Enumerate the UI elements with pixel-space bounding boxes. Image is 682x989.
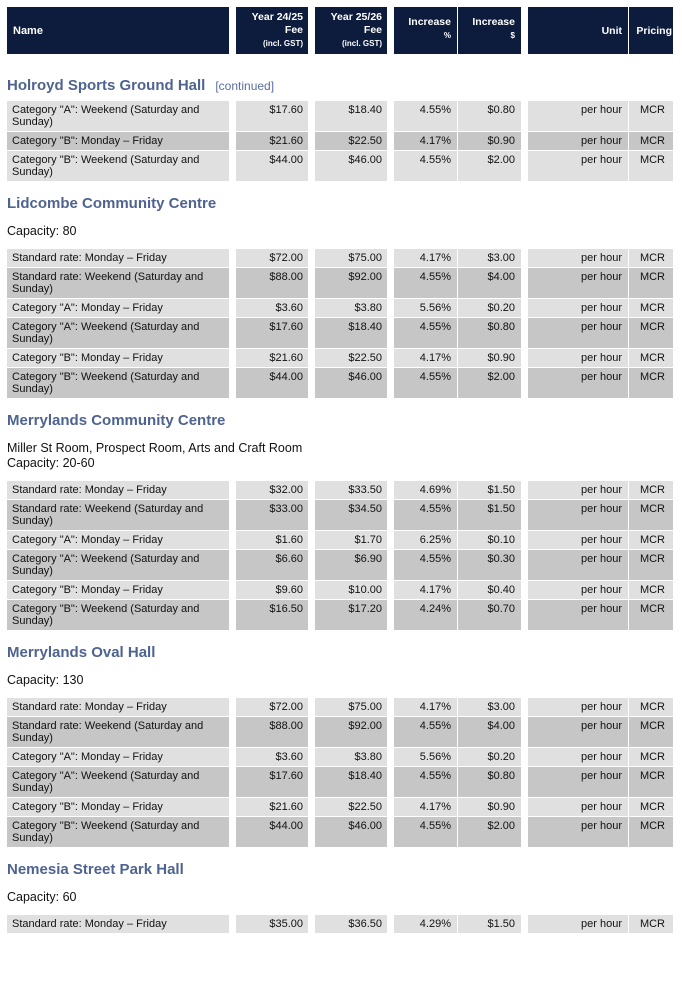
row-unit: per hour	[528, 268, 628, 298]
row-current-fee: $72.00	[236, 249, 308, 267]
row-new-fee: $1.70	[315, 531, 387, 549]
row-increase-percent: 4.17%	[394, 698, 457, 716]
table-row	[7, 767, 677, 797]
row-increase-percent: 4.55%	[394, 500, 457, 530]
row-increase-percent: 4.17%	[394, 249, 457, 267]
row-pricing: MCR	[629, 349, 673, 367]
row-name: Standard rate: Monday – Friday	[7, 915, 229, 933]
row-unit: per hour	[528, 550, 628, 580]
row-name: Standard rate: Monday – Friday	[7, 698, 229, 716]
row-unit: per hour	[528, 481, 628, 499]
row-unit: per hour	[528, 531, 628, 549]
table-row	[7, 550, 677, 580]
row-name: Category "B": Monday – Friday	[7, 349, 229, 367]
row-increase-dollar: $0.40	[458, 581, 521, 599]
row-new-fee: $18.40	[315, 318, 387, 348]
table-row	[7, 748, 677, 766]
sections-container	[7, 76, 677, 933]
row-new-fee: $3.80	[315, 748, 387, 766]
row-pricing: MCR	[629, 915, 673, 933]
row-new-fee: $92.00	[315, 268, 387, 298]
capacity-text: Capacity: 60	[7, 890, 77, 904]
row-current-fee: $21.60	[236, 132, 308, 150]
section-title-text: Lidcombe Community Centre	[7, 195, 217, 212]
capacity-text: Capacity: 130	[7, 673, 84, 687]
row-pricing: MCR	[629, 698, 673, 716]
row-increase-dollar: $0.90	[458, 349, 521, 367]
row-current-fee: $17.60	[236, 101, 308, 131]
row-current-fee: $44.00	[236, 817, 308, 847]
row-current-fee: $44.00	[236, 151, 308, 181]
row-unit: per hour	[528, 132, 628, 150]
row-increase-dollar: $0.90	[458, 132, 521, 150]
table-row	[7, 268, 677, 298]
table-row	[7, 368, 677, 398]
row-current-fee: $33.00	[236, 500, 308, 530]
table-row	[7, 817, 677, 847]
row-increase-percent: 4.24%	[394, 600, 457, 630]
row-increase-dollar: $0.80	[458, 767, 521, 797]
row-increase-dollar: $2.00	[458, 151, 521, 181]
header-unit: Unit	[528, 7, 628, 54]
row-increase-percent: 5.56%	[394, 299, 457, 317]
row-unit: per hour	[528, 581, 628, 599]
row-pricing: MCR	[629, 550, 673, 580]
row-name: Category "A": Weekend (Saturday and Sunday)	[7, 767, 229, 797]
row-name: Category "B": Weekend (Saturday and Sunday)	[7, 151, 229, 181]
continued-label: [continued]	[215, 79, 275, 93]
row-increase-percent: 4.55%	[394, 318, 457, 348]
section-title	[7, 643, 677, 663]
section-title-text: Holroyd Sports Ground Hall	[7, 77, 206, 94]
table-row	[7, 600, 677, 630]
row-increase-dollar: $2.00	[458, 817, 521, 847]
row-current-fee: $21.60	[236, 798, 308, 816]
table-row	[7, 500, 677, 530]
row-current-fee: $9.60	[236, 581, 308, 599]
row-unit: per hour	[528, 817, 628, 847]
row-name: Category "A": Weekend (Saturday and Sunday)	[7, 318, 229, 348]
row-increase-percent: 4.55%	[394, 268, 457, 298]
header-increase-dollar: Increase $	[458, 7, 521, 54]
row-name: Category "A": Monday – Friday	[7, 748, 229, 766]
row-unit: per hour	[528, 249, 628, 267]
row-unit: per hour	[528, 698, 628, 716]
row-name: Category "B": Monday – Friday	[7, 581, 229, 599]
row-new-fee: $46.00	[315, 368, 387, 398]
row-current-fee: $16.50	[236, 600, 308, 630]
row-current-fee: $35.00	[236, 915, 308, 933]
row-new-fee: $75.00	[315, 249, 387, 267]
row-unit: per hour	[528, 767, 628, 797]
table-row	[7, 318, 677, 348]
row-current-fee: $6.60	[236, 550, 308, 580]
row-unit: per hour	[528, 101, 628, 131]
row-pricing: MCR	[629, 531, 673, 549]
row-name: Category "B": Monday – Friday	[7, 132, 229, 150]
row-name: Category "A": Monday – Friday	[7, 299, 229, 317]
row-new-fee: $46.00	[315, 151, 387, 181]
row-name: Category "A": Weekend (Saturday and Sunday)	[7, 101, 229, 131]
row-new-fee: $10.00	[315, 581, 387, 599]
row-new-fee: $22.50	[315, 132, 387, 150]
header-current-fee: Year 24/25 Fee (incl. GST)	[236, 7, 308, 54]
table-row	[7, 101, 677, 131]
row-increase-dollar: $3.00	[458, 249, 521, 267]
row-pricing: MCR	[629, 249, 673, 267]
section-title-text: Nemesia Street Park Hall	[7, 861, 184, 878]
row-increase-percent: 4.55%	[394, 717, 457, 747]
fee-table	[7, 915, 677, 933]
table-row	[7, 151, 677, 181]
section-title	[7, 76, 677, 96]
row-increase-percent: 4.55%	[394, 550, 457, 580]
row-current-fee: $21.60	[236, 349, 308, 367]
row-new-fee: $22.50	[315, 349, 387, 367]
row-increase-percent: 4.55%	[394, 101, 457, 131]
row-new-fee: $36.50	[315, 915, 387, 933]
row-name: Category "B": Monday – Friday	[7, 798, 229, 816]
row-name: Category "A": Monday – Friday	[7, 531, 229, 549]
row-unit: per hour	[528, 500, 628, 530]
row-new-fee: $3.80	[315, 299, 387, 317]
row-new-fee: $6.90	[315, 550, 387, 580]
table-row	[7, 698, 677, 716]
row-unit: per hour	[528, 151, 628, 181]
row-increase-dollar: $1.50	[458, 500, 521, 530]
row-new-fee: $75.00	[315, 698, 387, 716]
row-current-fee: $44.00	[236, 368, 308, 398]
row-name: Standard rate: Weekend (Saturday and Sunday)	[7, 500, 229, 530]
row-current-fee: $72.00	[236, 698, 308, 716]
table-row	[7, 717, 677, 747]
row-current-fee: $32.00	[236, 481, 308, 499]
section-title-text: Merrylands Oval Hall	[7, 644, 156, 661]
row-pricing: MCR	[629, 268, 673, 298]
row-increase-percent: 6.25%	[394, 531, 457, 549]
row-current-fee: $3.60	[236, 299, 308, 317]
row-increase-dollar: $0.30	[458, 550, 521, 580]
row-unit: per hour	[528, 748, 628, 766]
row-increase-dollar: $3.00	[458, 698, 521, 716]
row-pricing: MCR	[629, 368, 673, 398]
table-row	[7, 481, 677, 499]
table-row	[7, 249, 677, 267]
section-title	[7, 194, 677, 214]
table-row	[7, 349, 677, 367]
fee-table	[7, 101, 677, 181]
row-name: Category "B": Weekend (Saturday and Sunday)	[7, 817, 229, 847]
row-name: Standard rate: Monday – Friday	[7, 249, 229, 267]
row-new-fee: $92.00	[315, 717, 387, 747]
header-increase-percent: Increase %	[394, 7, 457, 54]
row-increase-dollar: $0.90	[458, 798, 521, 816]
row-pricing: MCR	[629, 151, 673, 181]
row-new-fee: $46.00	[315, 817, 387, 847]
row-increase-dollar: $4.00	[458, 268, 521, 298]
row-increase-dollar: $0.10	[458, 531, 521, 549]
row-new-fee: $33.50	[315, 481, 387, 499]
table-row	[7, 581, 677, 599]
row-unit: per hour	[528, 600, 628, 630]
row-pricing: MCR	[629, 600, 673, 630]
row-increase-dollar: $0.20	[458, 748, 521, 766]
row-unit: per hour	[528, 798, 628, 816]
row-current-fee: $88.00	[236, 717, 308, 747]
row-increase-dollar: $1.50	[458, 481, 521, 499]
row-increase-percent: 5.56%	[394, 748, 457, 766]
row-pricing: MCR	[629, 748, 673, 766]
table-row	[7, 299, 677, 317]
table-header	[7, 7, 677, 54]
row-current-fee: $3.60	[236, 748, 308, 766]
row-pricing: MCR	[629, 132, 673, 150]
section-title-text: Merrylands Community Centre	[7, 412, 226, 429]
row-unit: per hour	[528, 717, 628, 747]
row-increase-dollar: $0.80	[458, 318, 521, 348]
row-pricing: MCR	[629, 767, 673, 797]
row-new-fee: $22.50	[315, 798, 387, 816]
row-increase-dollar: $0.20	[458, 299, 521, 317]
section-title	[7, 860, 677, 880]
row-increase-percent: 4.55%	[394, 151, 457, 181]
row-increase-dollar: $1.50	[458, 915, 521, 933]
row-current-fee: $88.00	[236, 268, 308, 298]
row-name: Category "B": Weekend (Saturday and Sunday)	[7, 600, 229, 630]
row-increase-dollar: $4.00	[458, 717, 521, 747]
row-unit: per hour	[528, 349, 628, 367]
row-pricing: MCR	[629, 500, 673, 530]
rooms-text: Miller St Room, Prospect Room, Arts and Craft Room	[7, 441, 303, 455]
row-current-fee: $17.60	[236, 318, 308, 348]
row-increase-percent: 4.55%	[394, 767, 457, 797]
row-pricing: MCR	[629, 101, 673, 131]
table-row	[7, 132, 677, 150]
row-name: Standard rate: Weekend (Saturday and Sunday)	[7, 268, 229, 298]
fee-table	[7, 698, 677, 847]
row-increase-percent: 4.55%	[394, 368, 457, 398]
row-unit: per hour	[528, 299, 628, 317]
row-name: Category "A": Weekend (Saturday and Sunday)	[7, 550, 229, 580]
row-pricing: MCR	[629, 817, 673, 847]
row-unit: per hour	[528, 915, 628, 933]
fee-table	[7, 481, 677, 630]
row-unit: per hour	[528, 318, 628, 348]
header-new-fee: Year 25/26 Fee (incl. GST)	[315, 7, 387, 54]
row-pricing: MCR	[629, 798, 673, 816]
capacity-text: Capacity: 80	[7, 224, 77, 238]
row-increase-percent: 4.17%	[394, 798, 457, 816]
row-current-fee: $17.60	[236, 767, 308, 797]
table-row	[7, 915, 677, 933]
row-pricing: MCR	[629, 299, 673, 317]
row-pricing: MCR	[629, 581, 673, 599]
row-new-fee: $17.20	[315, 600, 387, 630]
row-increase-percent: 4.17%	[394, 132, 457, 150]
table-row	[7, 531, 677, 549]
fees-page	[7, 7, 677, 933]
section-title	[7, 411, 677, 431]
row-name: Standard rate: Weekend (Saturday and Sunday)	[7, 717, 229, 747]
row-increase-percent: 4.29%	[394, 915, 457, 933]
table-row	[7, 798, 677, 816]
header-pricing: Pricing	[629, 7, 673, 54]
row-increase-percent: 4.69%	[394, 481, 457, 499]
row-unit: per hour	[528, 368, 628, 398]
row-pricing: MCR	[629, 318, 673, 348]
row-new-fee: $18.40	[315, 101, 387, 131]
row-current-fee: $1.60	[236, 531, 308, 549]
row-increase-percent: 4.55%	[394, 817, 457, 847]
header-name: Name	[7, 7, 229, 54]
row-increase-dollar: $2.00	[458, 368, 521, 398]
row-new-fee: $34.50	[315, 500, 387, 530]
row-increase-dollar: $0.70	[458, 600, 521, 630]
row-increase-dollar: $0.80	[458, 101, 521, 131]
row-increase-percent: 4.17%	[394, 581, 457, 599]
row-name: Category "B": Weekend (Saturday and Sunday)	[7, 368, 229, 398]
row-name: Standard rate: Monday – Friday	[7, 481, 229, 499]
row-pricing: MCR	[629, 481, 673, 499]
capacity-text: Capacity: 20-60	[7, 456, 95, 470]
fee-table	[7, 249, 677, 398]
row-new-fee: $18.40	[315, 767, 387, 797]
row-increase-percent: 4.17%	[394, 349, 457, 367]
row-pricing: MCR	[629, 717, 673, 747]
